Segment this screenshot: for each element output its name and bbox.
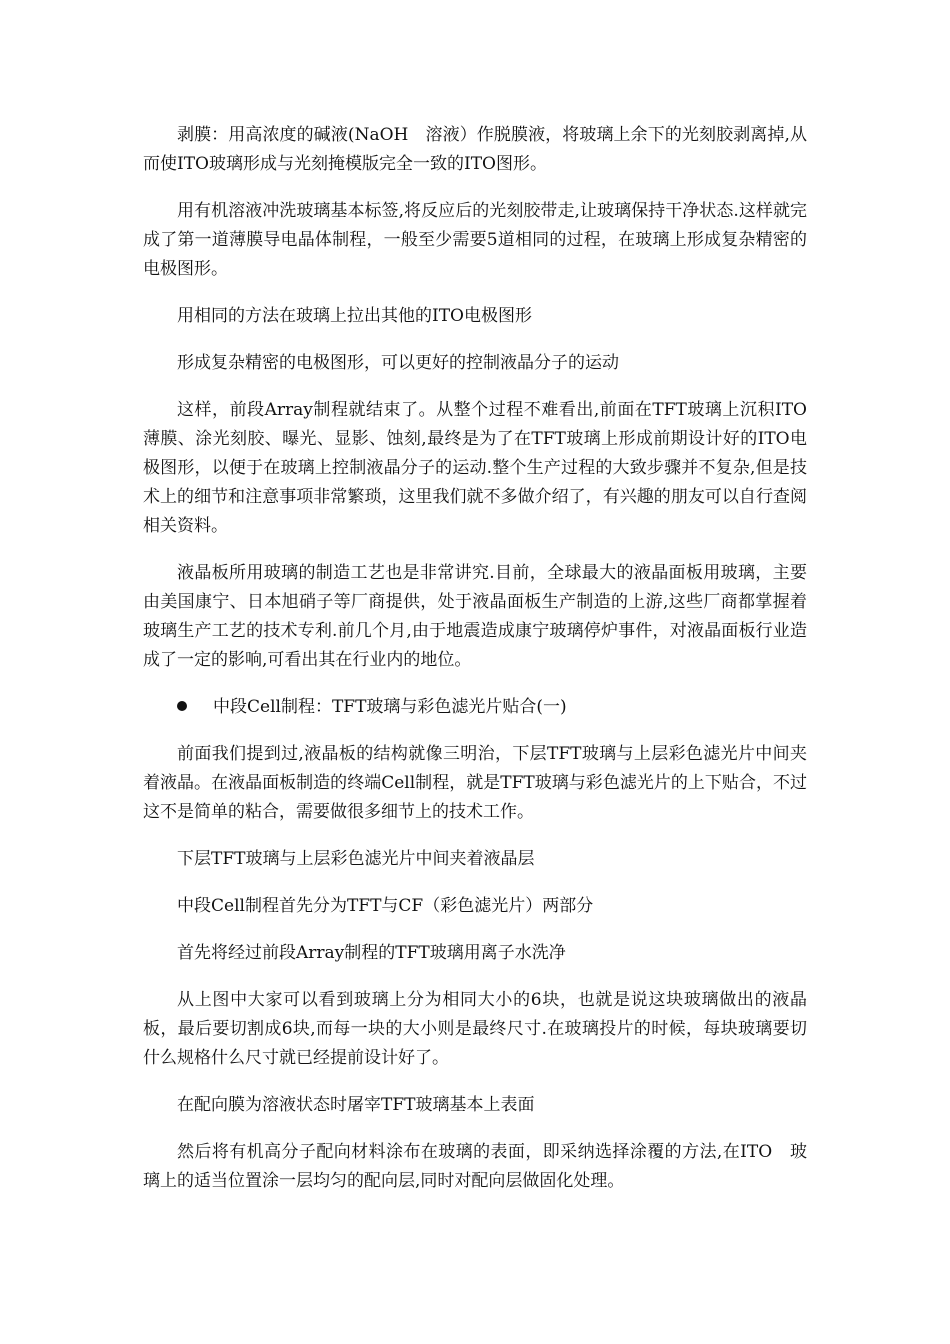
paragraph-coating: 然后将有机高分子配向材料涂布在玻璃的表面，即采纳选择涂覆的方法,在ITO 玻璃上的适当位置涂一层均匀的配向层,同时对配向层做固化处理。 xyxy=(143,1142,807,1191)
paragraph-sandwich-structure: 前面我们提到过,液晶板的结构就像三明治，下层TFT玻璃与上层彩色滤光片中间夹着液晶。在液晶面板制造的终端Cell制程，就是TFT玻璃与彩色滤光片的上下贴合，不过这不是简单的粘合，需要做很多细节上的技术工作。 xyxy=(143,744,807,822)
paragraph-stripping: 剥膜：用高浓度的碱液(NaOH 溶液）作脱膜液，将玻璃上余下的光刻胶剥离掉,从而使ITO玻璃形成与光刻掩模版完全一致的ITO图形。 xyxy=(143,125,807,174)
paragraph-rinse: 用有机溶液冲洗玻璃基本标签,将反应后的光刻胶带走,让玻璃保持干净状态.这样就完成了第一道薄膜导电晶体制程，一般至少需要5道相同的过程，在玻璃上形成复杂精密的电极图形。 xyxy=(143,201,807,279)
paragraph-lc-layer: 下层TFT玻璃与上层彩色滤光片中间夹着液晶层 xyxy=(177,849,535,869)
section-heading-cell-process xyxy=(143,693,807,722)
paragraph-alignment-film: 在配向膜为溶液状态时屠宰TFT玻璃基本上表面 xyxy=(177,1095,535,1115)
document-body xyxy=(143,121,807,1214)
paragraph-glass-manufacturing: 液晶板所用玻璃的制造工艺也是非常讲究.目前，全球最大的液晶面板用玻璃，主要由美国康宁、日本旭硝子等厂商提供，处于液晶面板生产制造的上游,这些厂商都掌握着玻璃生产工艺的技术专利.前几个月,由于地震造成康宁玻璃停炉事件，对液晶面板行业造成了一定的影响,可看出其在行业内的地位。 xyxy=(143,563,807,670)
section-heading-text: 中段Cell制程：TFT玻璃与彩色滤光片贴合(一) xyxy=(213,697,567,717)
paragraph-array-summary: 这样，前段Array制程就结束了。从整个过程不难看出,前面在TFT玻璃上沉积ITO薄膜、涂光刻胶、曝光、显影、蚀刻,最终是为了在TFT玻璃上形成前期设计好的ITO电极图形，以便于在玻璃上控制液晶分子的运动.整个生产过程的大致步骤并不复杂,但是技术上的细节和注意事项非常繁琐，这里我们就不多做介绍了，有兴趣的朋友可以自行查阅相关资料。 xyxy=(143,400,807,536)
paragraph-six-panels: 从上图中大家可以看到玻璃上分为相同大小的6块，也就是说这块玻璃做出的液晶板，最后要切割成6块,而每一块的大小则是最终尺寸.在玻璃投片的时候，每块玻璃要切什么规格什么尺寸就已经提前设计好了。 xyxy=(143,990,807,1068)
paragraph-ito-patterns: 用相同的方法在玻璃上拉出其他的ITO电极图形 xyxy=(177,306,532,326)
bullet-icon xyxy=(177,701,187,711)
paragraph-electrode-patterns: 形成复杂精密的电极图形，可以更好的控制液晶分子的运动 xyxy=(177,353,619,373)
paragraph-tft-cf-split: 中段Cell制程首先分为TFT与CF（彩色滤光片）两部分 xyxy=(177,896,594,916)
paragraph-wash: 首先将经过前段Array制程的TFT玻璃用离子水洗净 xyxy=(177,943,566,963)
